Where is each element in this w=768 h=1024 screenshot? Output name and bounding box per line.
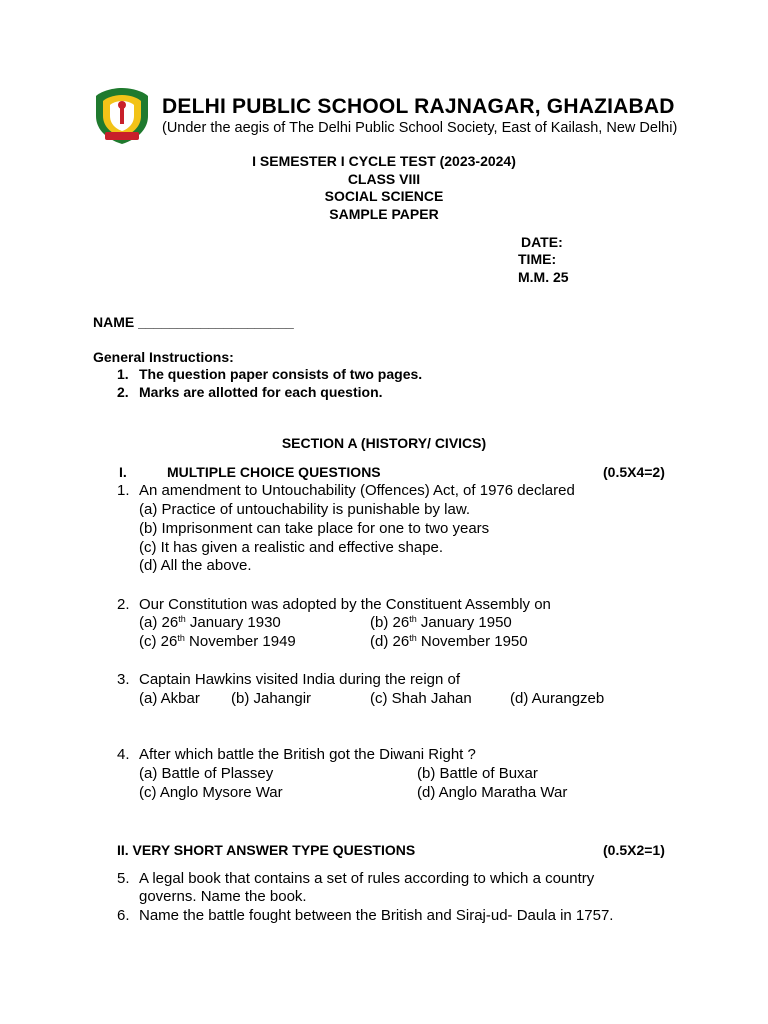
question-text: Captain Hawkins visited India during the reign of: [139, 671, 461, 688]
part2-title: II. VERY SHORT ANSWER TYPE QUESTIONS: [117, 842, 416, 858]
student-name-field: NAME ____________________: [93, 314, 294, 330]
part1-marks: (0.5X4=2): [603, 464, 665, 480]
instructions-heading: General Instructions:: [93, 349, 234, 365]
option: (b) Battle of Buxar: [417, 765, 538, 782]
instruction-number: 2.: [117, 384, 129, 400]
question-number: 2.: [117, 596, 130, 613]
option: (a) Akbar: [139, 690, 200, 707]
option: (c) Anglo Mysore War: [139, 784, 283, 801]
question-text: After which battle the British got the Diwani Right ?: [139, 746, 476, 763]
instruction-text: Marks are allotted for each question.: [139, 384, 383, 400]
logo-ribbon: [105, 132, 139, 140]
question-text: governs. Name the book.: [139, 888, 307, 905]
section-a-title: SECTION A (HISTORY/ CIVICS): [281, 435, 487, 451]
option: (d) 26th November 1950: [370, 633, 528, 650]
option: (d) Aurangzeb: [510, 690, 605, 707]
part1-title: MULTIPLE CHOICE QUESTIONS: [167, 464, 381, 480]
question-text: An amendment to Untouchability (Offences) Act, of 1976 declared: [139, 482, 575, 499]
exam-class: CLASS VIII: [347, 171, 421, 187]
date-label: DATE:: [521, 234, 563, 250]
part2-marks: (0.5X2=1): [603, 842, 665, 858]
max-marks: M.M. 25: [518, 269, 569, 285]
question-number: 1.: [117, 482, 130, 499]
question-number: 3.: [117, 671, 130, 688]
exam-subject: SOCIAL SCIENCE: [324, 188, 444, 204]
question-text: Our Constitution was adopted by the Constituent Assembly on: [139, 596, 551, 613]
school-aegis: (Under the aegis of The Delhi Public School Society, East of Kailash, New Delhi): [162, 120, 678, 136]
question-text: A legal book that contains a set of rules according to which a country: [139, 870, 595, 887]
option: (d) All the above.: [139, 557, 252, 574]
option: (b) 26th January 1950: [370, 614, 512, 631]
school-logo: [91, 86, 153, 146]
option: (d) Anglo Maratha War: [417, 784, 568, 801]
option: (c) 26th November 1949: [139, 633, 296, 650]
option: (b) Imprisonment can take place for one to two years: [139, 520, 490, 537]
option: (a) 26th January 1930: [139, 614, 281, 631]
exam-paper-type: SAMPLE PAPER: [329, 206, 439, 222]
question-number: 4.: [117, 746, 130, 763]
question-number: 6.: [117, 907, 130, 924]
question-number: 5.: [117, 870, 130, 887]
school-name: DELHI PUBLIC SCHOOL RAJNAGAR, GHAZIABAD: [162, 95, 675, 118]
option: (a) Practice of untouchability is punishable by law.: [139, 501, 471, 518]
question-text: Name the battle fought between the British and Siraj-ud- Daula in 1757.: [139, 907, 614, 924]
exam-title: I SEMESTER I CYCLE TEST (2023-2024): [252, 153, 516, 169]
instruction-text: The question paper consists of two pages.: [139, 366, 423, 382]
time-label: TIME:: [518, 251, 557, 267]
option: (c) It has given a realistic and effective shape.: [139, 539, 444, 556]
option: (a) Battle of Plassey: [139, 765, 274, 782]
option: (c) Shah Jahan: [370, 690, 472, 707]
instruction-number: 1.: [117, 366, 129, 382]
part1-number: I.: [119, 464, 127, 480]
logo-flame: [118, 101, 126, 109]
option: (b) Jahangir: [231, 690, 312, 707]
